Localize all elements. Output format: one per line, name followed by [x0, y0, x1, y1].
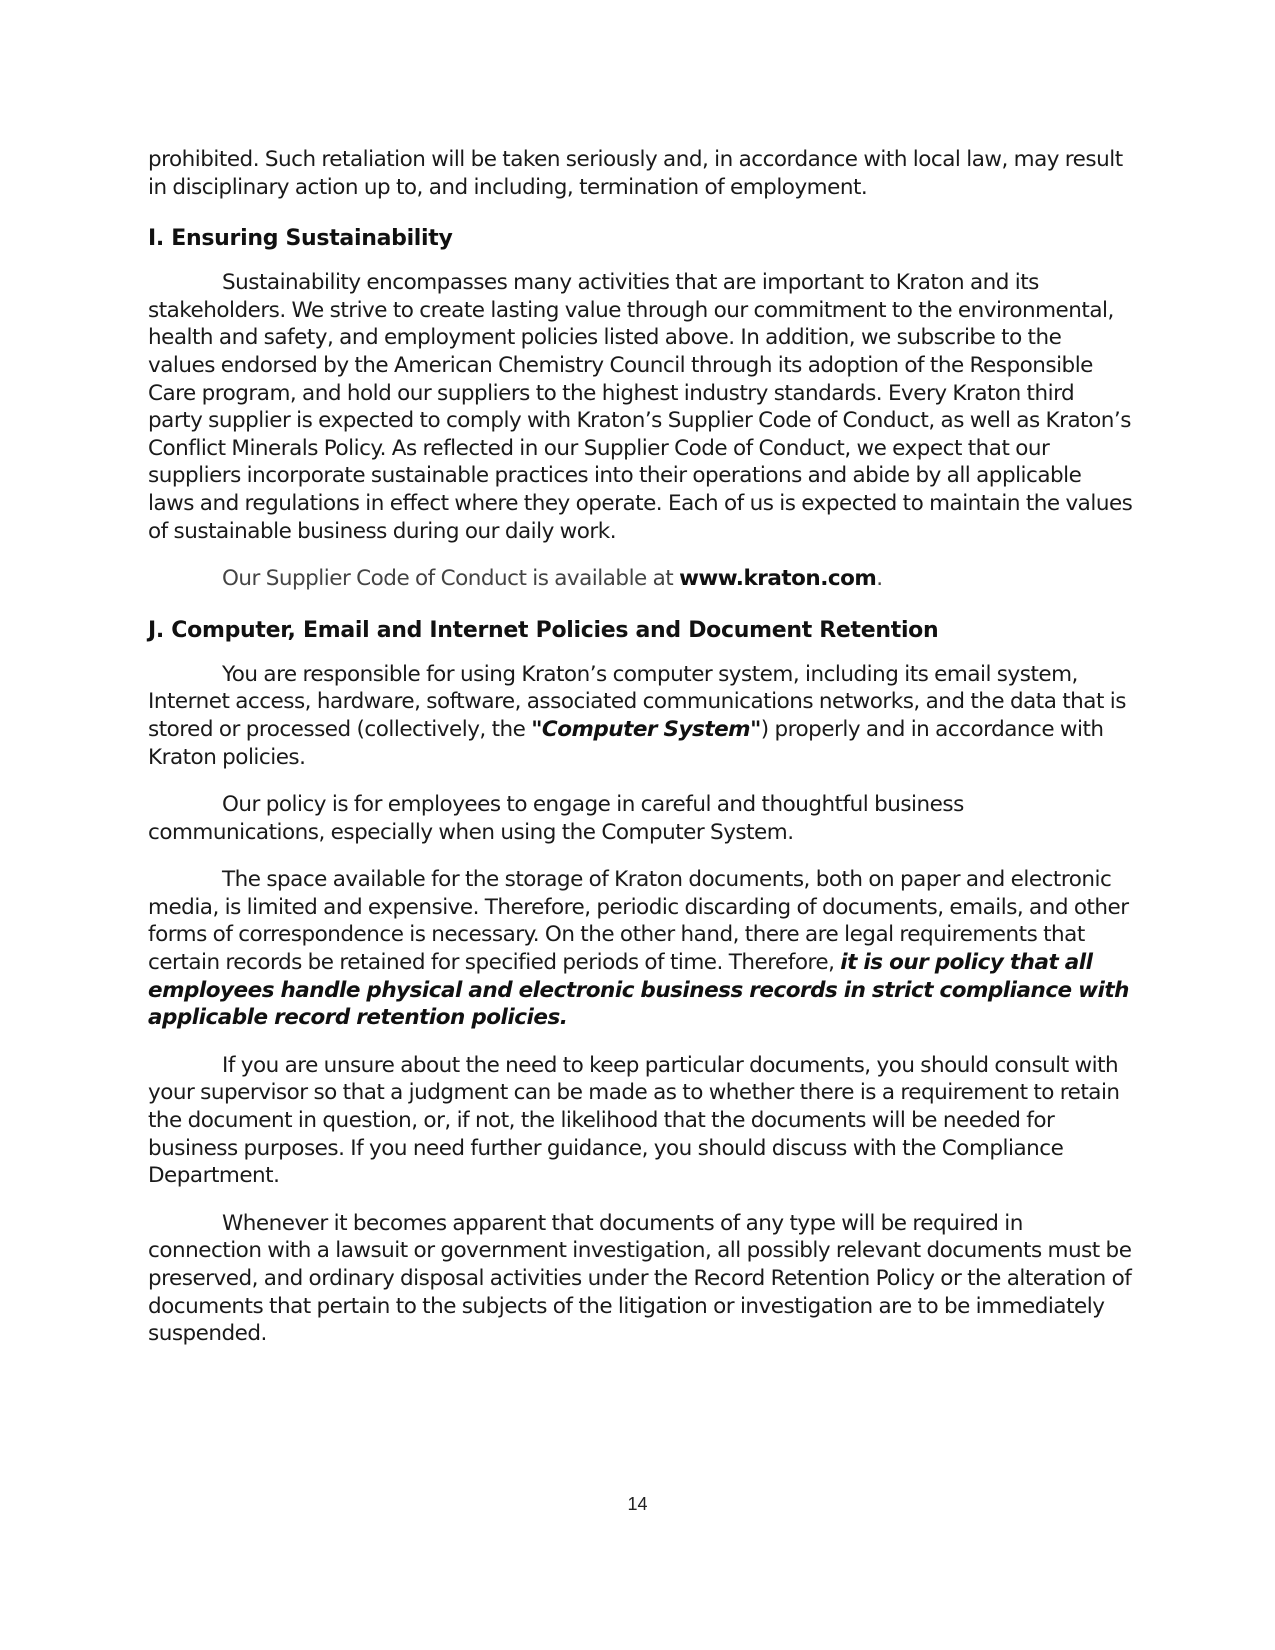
- section-i-heading: I. Ensuring Sustainability: [148, 226, 453, 252]
- continuation-paragraph: prohibited. Such retaliation will be taken seriously and, in accordance with local law, may result in disciplinary action up to, and including, termination of employment.: [148, 147, 1123, 200]
- section-j-heading: J. Computer, Email and Internet Policies and Document Retention: [148, 617, 939, 643]
- sustainability-paragraph: Sustainability encompasses many activities that are important to Kraton and its stakeholders. We strive to create lasting value through our commitment to the environmental, health and safety, and employment policies listed above. In addition, we subscribe to the values endorsed by the American Chemistry Council through its adoption of the Responsible Care program, and hold our suppliers to the highest industry standards. Every Kraton third party supplier is expected to comply with Kraton’s Supplier Code of Conduct, as well as Kraton’s Conflict Minerals Policy. As reflected in our Supplier Code of Conduct, we expect that our suppliers incorporate sustainable practices into their operations and abide by all applicable laws and regulations in effect where they operate. Each of us is expected to maintain the values of sustainable business during our daily work.: [148, 270, 1133, 544]
- litigation-hold-paragraph: Whenever it becomes apparent that documents of any type will be required in connection with a lawsuit or government investigation, all possibly relevant documents must be preserved, and ordinary disposal activities under the Record Retention Policy or the alteration of documents that pertain to the subjects of the litigation or investigation are to be immediately suspended.: [148, 1210, 1132, 1347]
- supplier-code-period: .: [876, 566, 883, 592]
- computer-system-paragraph: [148, 661, 1133, 771]
- computer-system-text-after: ) properly and in accordance with Kraton policies.: [148, 716, 1104, 770]
- unsure-paragraph: If you are unsure about the need to keep particular documents, you should consult with your supervisor so that a judgment can be made as to whether there is a requirement to retain the document in question, or, if not, the likelihood that the documents will be needed for business purposes. If you need further guidance, you should discuss with the Compliance Department.: [148, 1052, 1120, 1189]
- computer-system-text-before: You are responsible for using Kraton’s computer system, including its email system, Internet access, hardware, software, associated communications networks, and the data that is stored or processed (collectively, the: [148, 661, 1126, 742]
- supplier-code-paragraph: [148, 565, 1133, 593]
- supplier-code-text: Our Supplier Code of Conduct is available at: [222, 566, 680, 592]
- storage-paragraph: [148, 866, 1133, 1032]
- kraton-website-link[interactable]: www.kraton.com: [679, 566, 877, 592]
- document-page: [148, 146, 1133, 1348]
- computer-system-term: "Computer System": [531, 716, 761, 742]
- page-number: 14: [627, 1494, 648, 1514]
- retention-policy-emphasis: it is our policy that all employees handle physical and electronic business records in strict compliance with applicable record retention policies.: [148, 950, 1129, 1031]
- storage-text: The space available for the storage of Kraton documents, both on paper and electronic media, is limited and expensive. Therefore, periodic discarding of documents, emails, and other forms of correspondence is necessary. On the other hand, there are legal requirements that certain records be retained for specified periods of time. Therefore,: [148, 867, 1129, 976]
- communications-policy-paragraph: Our policy is for employees to engage in careful and thoughtful business communications, especially when using the Computer System.: [148, 792, 964, 845]
